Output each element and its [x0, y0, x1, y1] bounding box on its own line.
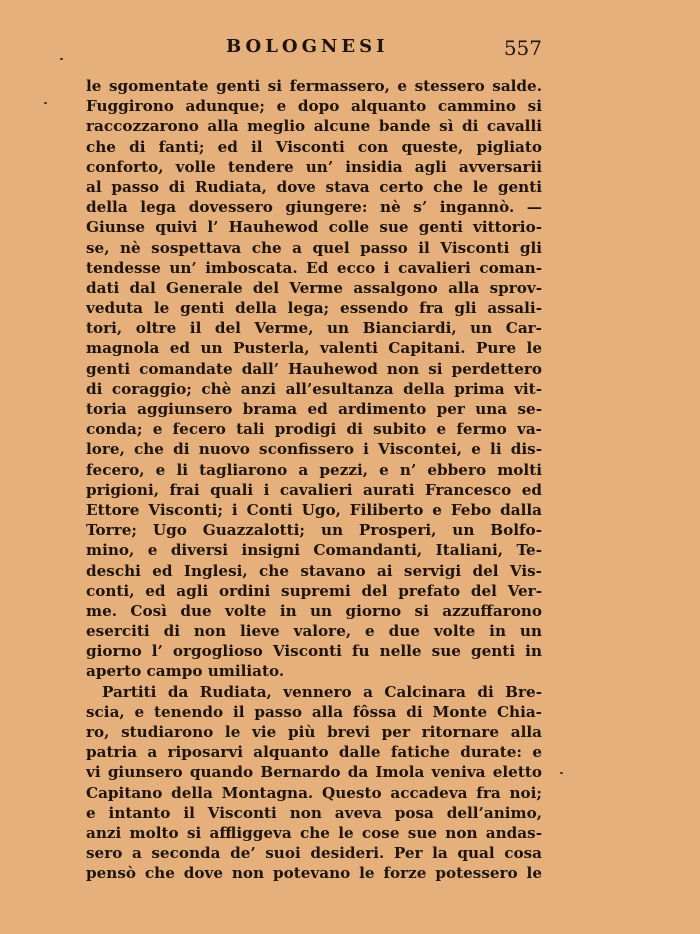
text-line: al passo di Rudiata, dove stava certo che le genti [86, 177, 542, 196]
text-line: mino, e diversi insigni Comandanti, Italiani, Te- [86, 541, 542, 560]
text-line: che di fanti; ed il Visconti con queste, pigliato [86, 137, 542, 156]
text-line: della lega dovessero giungere: nè s’ ingannò. — [86, 198, 542, 217]
text-line: pensò che dove non potevano le forze potessero le [86, 864, 542, 883]
running-title: BOLOGNESI [226, 36, 389, 57]
text-line: conforto, volle tendere un’ insidia agli avversarii [86, 157, 542, 176]
paragraph [86, 682, 542, 884]
page-number: 557 [503, 36, 542, 60]
paragraph [86, 76, 542, 682]
text-line: Partiti da Rudiata, vennero a Calcinara di Bre- [102, 682, 542, 701]
text-line: tendesse un’ imboscata. Ed ecco i cavalieri coman- [86, 258, 542, 277]
text-line: magnola ed un Pusterla, valenti Capitani. Pure le [86, 339, 542, 358]
text-line: sero a seconda de’ suoi desideri. Per la qual cosa [86, 844, 542, 863]
text-line: ro, studiarono le vie più brevi per ritornare alla [86, 723, 542, 741]
text-line: genti comandate dall’ Hauhewod non si perdettero [86, 359, 542, 378]
text-line: Giunse quivi l’ Hauhewod colle sue genti vittorio- [86, 218, 542, 237]
text-line: me. Così due volte in un giorno si azzuffarono [86, 601, 542, 620]
text-line: scia, e tenendo il passo alla fôssa di Monte Chia- [86, 702, 542, 721]
text-line: tori, oltre il del Verme, un Bianciardi, un Car- [86, 319, 542, 338]
text-line: fecero, e li tagliarono a pezzi, e n’ ebbero molti [86, 460, 542, 479]
text-line: patria a riposarvi alquanto dalle fatiche durate: e [86, 743, 542, 762]
print-speck [44, 102, 47, 104]
text-line: Ettore Visconti; i Conti Ugo, Filiberto e Febo dalla [86, 500, 542, 519]
text-line: deschi ed Inglesi, che stavano ai servigi del Vis- [86, 561, 542, 580]
text-line: aperto campo umiliato. [86, 662, 285, 681]
text-line: anzi molto si affliggeva che le cose sue non andas- [86, 823, 542, 842]
text-line: vi giunsero quando Bernardo da Imola veniva eletto [86, 763, 542, 782]
text-line: lore, che di nuovo sconfissero i Viscontei, e li dis- [86, 440, 542, 459]
body-text [86, 76, 542, 884]
text-line: giorno l’ orgoglioso Visconti fu nelle sue genti in [86, 642, 542, 661]
text-line: se, nè sospettava che a quel passo il Visconti gli [86, 238, 542, 257]
print-speck [560, 772, 563, 774]
text-line: raccozzarono alla meglio alcune bande sì di cavalli [86, 117, 542, 136]
text-line: Fuggirono adunque; e dopo alquanto cammino si [86, 97, 542, 116]
text-line: dati dal Generale del Verme assalgono alla sprov- [86, 278, 542, 297]
text-line: le sgomentate genti si fermassero, e stessero salde. [86, 77, 542, 95]
print-speck [60, 58, 63, 60]
text-line: veduta le genti della lega; essendo fra gli assali- [86, 299, 542, 318]
text-line: conda; e fecero tali prodigi di subito e fermo va- [86, 420, 542, 439]
text-line: conti, ed agli ordini supremi del prefato del Ver- [86, 581, 542, 600]
text-line: Capitano della Montagna. Questo accadeva fra noi; [86, 783, 542, 802]
text-line: toria aggiunsero brama ed ardimento per una se- [86, 400, 542, 418]
text-line: eserciti di non lieve valore, e due volte in un [86, 622, 542, 641]
text-line: prigioni, frai quali i cavalieri aurati Francesco ed [86, 480, 542, 499]
text-line: Torre; Ugo Guazzalotti; un Prosperi, un Bolfo- [86, 521, 542, 540]
text-line: e intanto il Visconti non aveva posa dell’animo, [86, 803, 542, 822]
running-head [86, 36, 542, 62]
text-line: di coraggio; chè anzi all’esultanza della prima vit- [86, 379, 542, 398]
